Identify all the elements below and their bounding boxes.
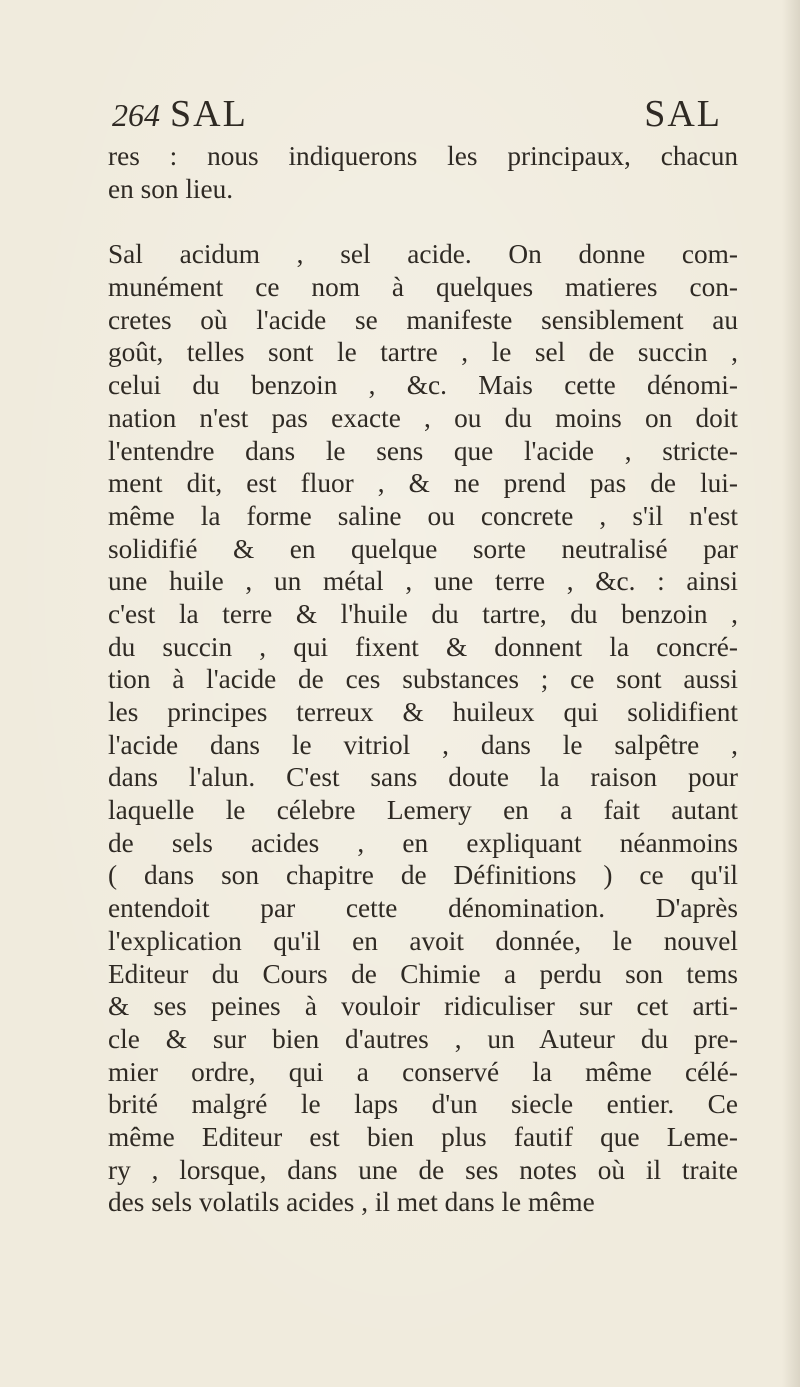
text-line: goût, telles sont le tartre , le sel de succin , [108,337,738,368]
text-line: ry , lorsque, dans une de ses notes où il traite [108,1154,738,1185]
text-line: même la forme saline ou concrete , s'il n'est [108,500,738,531]
text-line: en son lieu. [108,173,234,204]
text-line: l'acide dans le vitriol , dans le salpêtre , [108,729,738,760]
paragraph-gap [108,205,738,238]
text-line: munément ce nom à quelques matieres con- [108,272,738,303]
entry-heading-line: Sal acidum , sel acide. On donne com- [108,239,738,270]
text-line: même Editeur est bien plus fautif que Leme- [108,1121,738,1152]
text-line: une huile , un métal , une terre , &c. : ainsi [108,566,738,597]
text-line: celui du benzoin , &c. Mais cette dénomi- [108,370,738,401]
text-line: mier ordre, qui a conservé la même célé- [108,1056,738,1087]
text-line: dans l'alun. C'est sans doute la raison pour [108,762,738,793]
text-line: ment dit, est fluor , & ne prend pas de lui- [108,468,738,499]
text-line: l'explication qu'il en avoit donnée, le nouvel [108,925,738,956]
text-line: les principes terreux & huileux qui solidifient [108,697,738,727]
text-line: laquelle le célebre Lemery en a fait autant [108,795,738,826]
text-line: tion à l'acide de ces substances ; ce sont aussi [108,664,738,695]
text-line: du succin , qui fixent & donnent la concré- [108,631,738,662]
text-line: nation n'est pas exacte , ou du moins on doit [108,402,738,433]
page-number: 264 [112,97,160,133]
text-line: de sels acides , en expliquant néanmoins [108,827,738,858]
text-line: cle & sur bien d'autres , un Auteur du pre- [108,1023,738,1054]
running-head [112,92,722,136]
text-line: brité malgré le laps d'un siecle entier. Ce [108,1089,738,1120]
text-line: des sels volatils acides , il met dans le même [108,1187,595,1218]
running-head-right-word: SAL [644,93,722,135]
text-line: res : nous indiquerons les principaux, chacun [108,141,738,171]
text-line: ( dans son chapitre de Définitions ) ce qu'il [108,860,738,891]
text-line: & ses peines à vouloir ridiculiser sur cet arti- [108,991,738,1022]
text-line: c'est la terre & l'huile du tartre, du benzoin , [108,598,738,629]
text-line: l'entendre dans le sens que l'acide , stricte- [108,435,738,466]
body-text [108,140,738,1219]
text-line: cretes où l'acide se manifeste sensiblement au [108,304,738,335]
text-line: solidifié & en quelque sorte neutralisé par [108,533,738,564]
page-edge-shadow [782,0,800,1387]
running-head-left-word: SAL [170,93,248,135]
text-line: Editeur du Cours de Chimie a perdu son tems [108,958,738,989]
running-head-left [112,92,248,136]
text-line: entendoit par cette dénomination. D'après [108,893,738,924]
